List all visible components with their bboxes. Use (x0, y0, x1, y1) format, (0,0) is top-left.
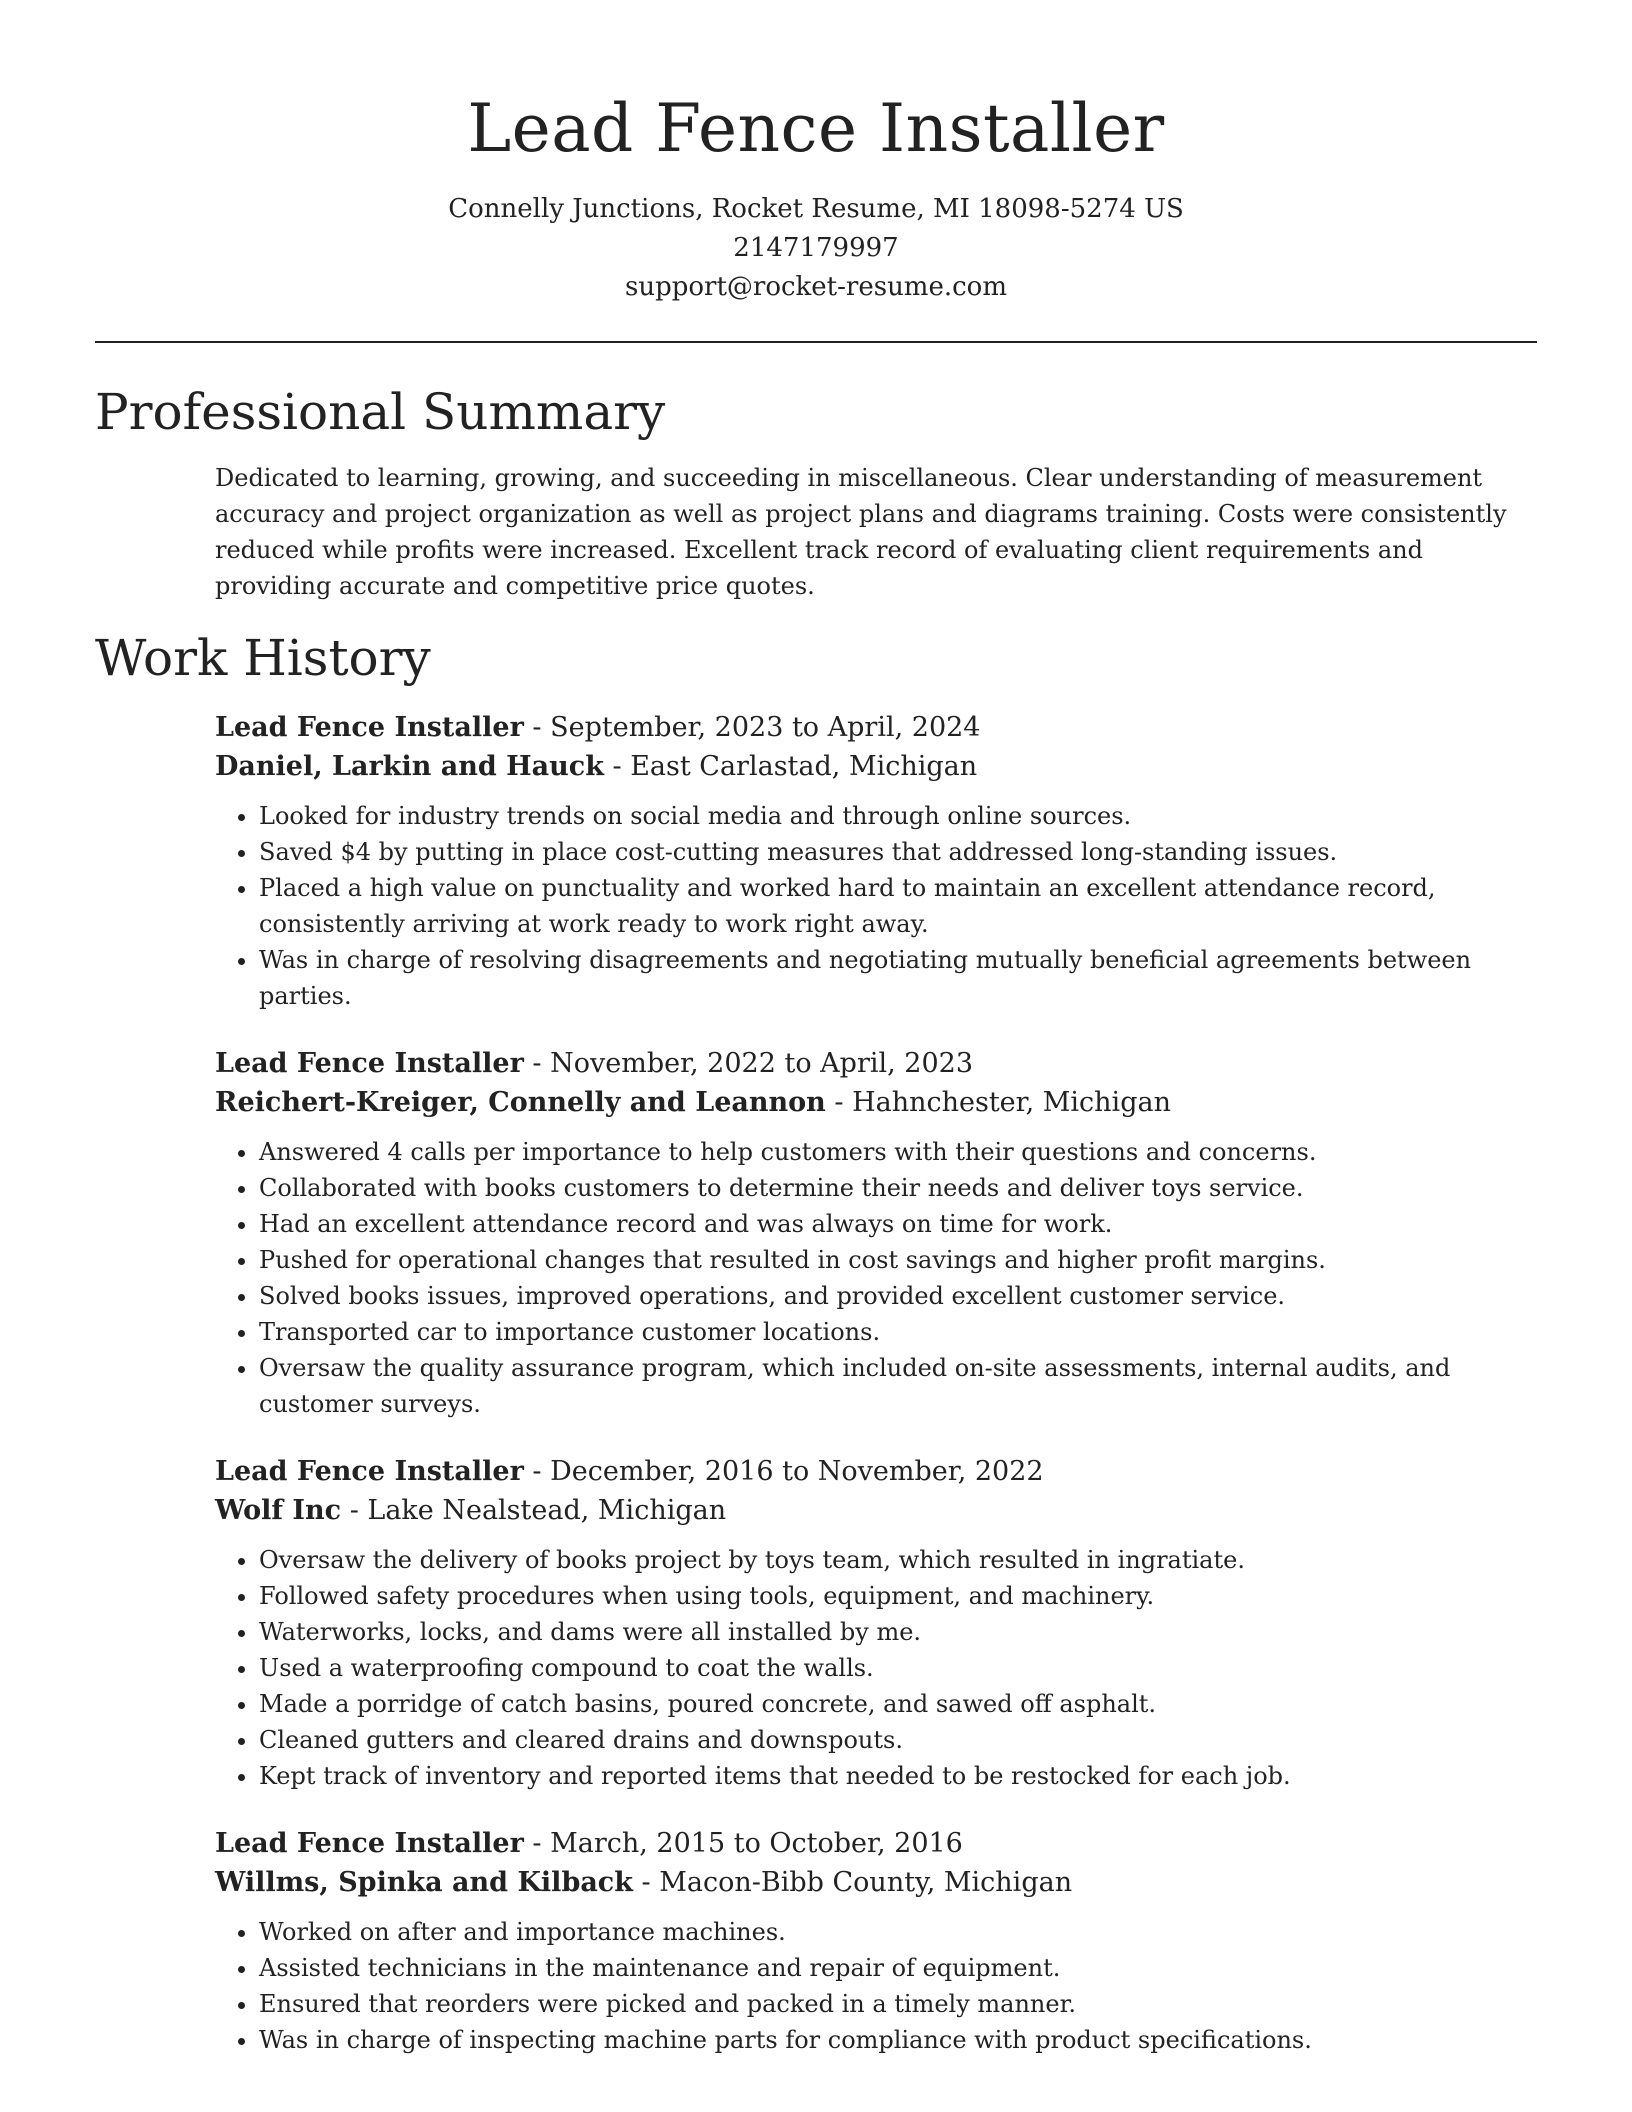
job-bullet-item: • Answered 4 calls per importance to help customers with their questions and concerns. (259, 1134, 1545, 1170)
header-divider (95, 341, 1537, 343)
job-title: Lead Fence Installer (215, 712, 524, 743)
work-history-list (215, 708, 1545, 2088)
job-bullet-item: • Made a porridge of catch basins, poured concrete, and sawed off asphalt. (259, 1686, 1545, 1722)
job-company-line (215, 1863, 1545, 1902)
job-bullet-item: • Ensured that reorders were picked and packed in a timely manner. (259, 1986, 1545, 2022)
job-bullet-item: • Had an excellent attendance record and was always on time for work. (259, 1206, 1545, 1242)
job-entry (215, 1044, 1545, 1422)
job-dates: - November, 2022 to April, 2023 (523, 1048, 974, 1079)
job-title-line (215, 1824, 1545, 1863)
job-company-line (215, 1083, 1545, 1122)
job-bullet-item: • Used a waterproofing compound to coat the walls. (259, 1650, 1545, 1686)
job-bullet-item: • Transported car to importance customer locations. (259, 1314, 1545, 1350)
job-title-line (215, 708, 1545, 747)
job-location: - East Carlastad, Michigan (603, 751, 978, 782)
job-title: Lead Fence Installer (215, 1048, 524, 1079)
job-bullet-list (215, 1914, 1545, 2058)
job-entry (215, 1824, 1545, 2058)
job-location: - Lake Nealstead, Michigan (341, 1495, 727, 1526)
job-bullet-item: • Cleaned gutters and cleared drains and downspouts. (259, 1722, 1545, 1758)
job-dates: - December, 2016 to November, 2022 (523, 1456, 1044, 1487)
job-title: Lead Fence Installer (215, 1456, 524, 1487)
job-entry (215, 1452, 1545, 1794)
job-location: - Macon-Bibb County, Michigan (632, 1867, 1073, 1898)
contact-info (0, 190, 1632, 307)
job-bullet-item: • Oversaw the delivery of books project by toys team, which resulted in ingratiate. (259, 1542, 1545, 1578)
job-dates: - September, 2023 to April, 2024 (523, 712, 981, 743)
contact-phone: 2147179997 (733, 233, 899, 263)
job-bullet-item: • Placed a high value on punctuality and worked hard to maintain an excellent attendance record, consistently arriving at work ready to work right away. (259, 870, 1545, 942)
job-bullet-item: • Assisted technicians in the maintenance and repair of equipment. (259, 1950, 1545, 1986)
job-company: Wolf Inc (215, 1495, 342, 1526)
job-bullet-list (215, 1134, 1545, 1422)
job-bullet-item: • Saved $4 by putting in place cost-cutting measures that addressed long-standing issues. (259, 834, 1545, 870)
candidate-name: Lead Fence Installer (467, 90, 1165, 167)
job-bullet-item: • Solved books issues, improved operations, and provided excellent customer service. (259, 1278, 1545, 1314)
job-company-line (215, 1491, 1545, 1530)
job-company: Willms, Spinka and Kilback (215, 1867, 633, 1898)
job-bullet-list (215, 1542, 1545, 1794)
work-history-heading: Work History (95, 629, 431, 687)
job-dates: - March, 2015 to October, 2016 (523, 1828, 963, 1859)
resume-header (0, 0, 1632, 307)
job-bullet-item: • Kept track of inventory and reported items that needed to be restocked for each job. (259, 1758, 1545, 1794)
summary-text: Dedicated to learning, growing, and succeeding in miscellaneous. Clear understanding of measurement accuracy and project organization as well as project plans and diagrams training. Costs were consistently reduced while profits were increased. Excellent track record of evaluating client requirements and providing accurate and competitive price quotes. (215, 464, 1507, 600)
job-company-line (215, 747, 1545, 786)
job-bullet-item: • Oversaw the quality assurance program, which included on-site assessments, internal audits, and customer surveys. (259, 1350, 1545, 1422)
job-company: Daniel, Larkin and Hauck (215, 751, 604, 782)
job-location: - Hahnchester, Michigan (825, 1087, 1171, 1118)
job-bullet-item: • Followed safety procedures when using tools, equipment, and machinery. (259, 1578, 1545, 1614)
job-title: Lead Fence Installer (215, 1828, 524, 1859)
job-bullet-item: • Was in charge of inspecting machine parts for compliance with product specifications. (259, 2022, 1545, 2058)
job-company: Reichert-Kreiger, Connelly and Leannon (215, 1087, 826, 1118)
summary-heading: Professional Summary (95, 383, 666, 441)
job-bullet-item: • Looked for industry trends on social media and through online sources. (259, 798, 1545, 834)
job-title-line (215, 1452, 1545, 1491)
job-title-line (215, 1044, 1545, 1083)
job-bullet-item: • Collaborated with books customers to determine their needs and deliver toys service. (259, 1170, 1545, 1206)
contact-address: Connelly Junctions, Rocket Resume, MI 18098-5274 US (448, 194, 1184, 224)
contact-email: support@rocket-resume.com (624, 272, 1007, 302)
job-bullet-item: • Was in charge of resolving disagreements and negotiating mutually beneficial agreements between parties. (259, 942, 1545, 1014)
job-bullet-item: • Pushed for operational changes that resulted in cost savings and higher profit margins. (259, 1242, 1545, 1278)
job-bullet-item: • Waterworks, locks, and dams were all installed by me. (259, 1614, 1545, 1650)
job-bullet-list (215, 798, 1545, 1014)
job-entry (215, 708, 1545, 1014)
job-bullet-item: • Worked on after and importance machines. (259, 1914, 1545, 1950)
